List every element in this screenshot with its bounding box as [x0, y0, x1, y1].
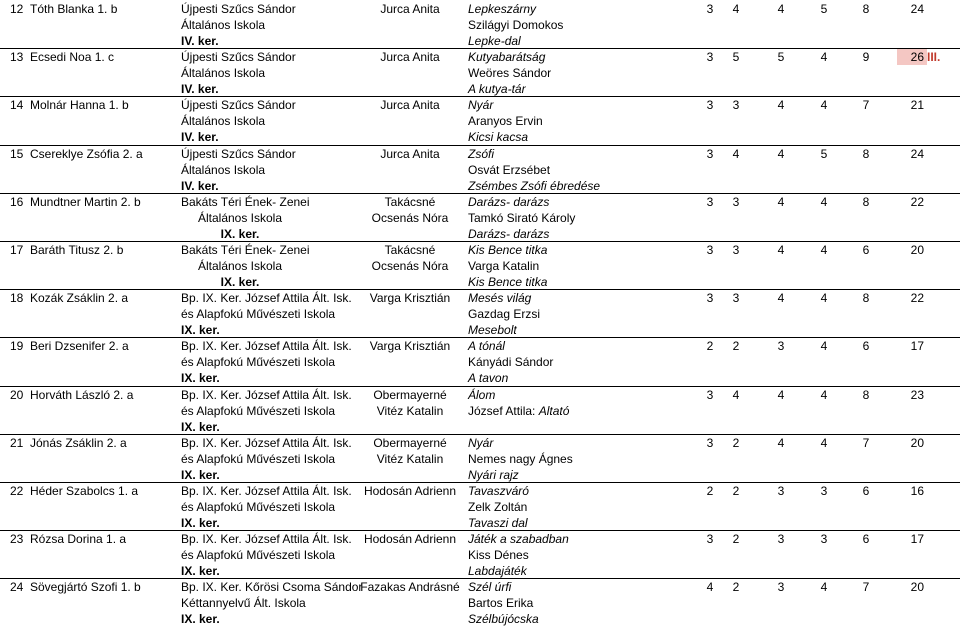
table-row — [0, 434, 960, 482]
school-line: IV. ker. — [181, 82, 219, 97]
score-cell: 9 — [862, 50, 870, 65]
poem-author: Nemes nagy Ágnes — [468, 451, 573, 466]
school-line: IX. ker. — [181, 371, 220, 386]
poem-author: Bartos Erika — [468, 596, 534, 611]
score-cell: 4 — [777, 387, 785, 402]
table-row — [0, 48, 960, 96]
poem-book: Szélbújócska — [468, 612, 539, 627]
school-line: Újpesti Szűcs Sándor — [181, 146, 296, 161]
school-line: és Alapfokú Művészeti Iskola — [181, 307, 336, 322]
school-line: IX. ker. — [181, 419, 220, 434]
teacher-name: Obermayerné — [373, 387, 447, 402]
teacher-name: Takácsné — [384, 243, 436, 257]
score-cell: 4 — [777, 435, 785, 450]
entry-number: 24 — [10, 580, 24, 595]
school-line: Újpesti Szűcs Sándor — [181, 2, 296, 16]
school-line: Általános Iskola — [197, 210, 283, 225]
school-line: Bp. IX. Ker. József Attila Ált. Isk. — [181, 532, 352, 547]
score-cell: 3 — [706, 291, 714, 306]
score-cell: 5 — [820, 146, 828, 161]
school-line: IX. ker. — [181, 323, 220, 338]
school-line: Bp. IX. Ker. József Attila Ált. Isk. — [181, 339, 352, 354]
school-line: és Alapfokú Művészeti Iskola — [181, 548, 336, 563]
score-cell: 3 — [732, 243, 740, 257]
poem-title: Tavaszváró — [468, 484, 529, 498]
score-cell: 4 — [820, 580, 828, 595]
poem-title: Álom — [468, 387, 496, 402]
poem-title: Kis Bence titka — [468, 243, 548, 257]
poem-author: Gazdag Erzsi — [468, 307, 541, 322]
poem-title: Nyár — [468, 435, 494, 450]
score-cell: 3 — [706, 532, 714, 547]
score-cell: 4 — [706, 580, 714, 595]
table-row — [0, 482, 960, 530]
score-cell: 4 — [777, 146, 785, 161]
teacher-name: Varga Krisztián — [369, 291, 451, 306]
school-line: Bp. IX. Ker. Kőrösi Csoma Sándor — [181, 580, 363, 595]
score-cell: 4 — [732, 146, 740, 161]
poem-author: Zelk Zoltán — [468, 500, 528, 514]
student-name: Mundtner Martin 2. b — [30, 194, 141, 209]
school-line: Újpesti Szűcs Sándor — [181, 98, 296, 113]
poem-book: Labdajáték — [468, 564, 527, 579]
table-row — [0, 145, 960, 193]
entry-number: 19 — [10, 339, 24, 354]
poem-title: Zsófi — [468, 146, 495, 161]
student-name: Molnár Hanna 1. b — [30, 98, 129, 113]
entry-number: 15 — [10, 146, 24, 161]
score-cell: 4 — [820, 339, 828, 354]
table-row — [0, 386, 960, 434]
student-name: Tóth Blanka 1. b — [30, 2, 118, 16]
entry-number: 16 — [10, 194, 24, 209]
score-cell: 7 — [862, 98, 870, 113]
table-row — [0, 241, 960, 289]
score-cell: 3 — [706, 194, 714, 209]
place-label: III. — [927, 50, 941, 65]
total-score: 16 — [910, 484, 924, 498]
student-name: Baráth Titusz 2. b — [30, 243, 124, 257]
score-cell: 2 — [732, 484, 740, 498]
table-row — [0, 289, 960, 337]
poem-book: Kicsi kacsa — [468, 130, 529, 145]
score-cell: 3 — [706, 50, 714, 65]
school-line: IX. ker. — [220, 275, 260, 289]
school-line: IV. ker. — [181, 130, 219, 145]
poem-author: Varga Katalin — [468, 259, 540, 273]
score-cell: 6 — [862, 243, 870, 257]
poem-book: Kis Bence titka — [468, 275, 548, 289]
score-cell: 3 — [777, 484, 785, 498]
entry-number: 12 — [10, 2, 24, 16]
score-cell: 2 — [732, 339, 740, 354]
score-cell: 2 — [732, 580, 740, 595]
teacher-name: Takácsné — [384, 194, 436, 209]
score-cell: 8 — [862, 387, 870, 402]
teacher-name: Vitéz Katalin — [376, 403, 444, 418]
score-cell: 3 — [706, 2, 714, 16]
score-cell: 3 — [706, 387, 714, 402]
teacher-name: Jurca Anita — [380, 50, 440, 65]
entry-number: 21 — [10, 435, 24, 450]
table-row — [0, 0, 960, 48]
school-line: IX. ker. — [181, 516, 220, 530]
score-cell: 7 — [862, 435, 870, 450]
school-line: Újpesti Szűcs Sándor — [181, 50, 296, 65]
poem-author: Szilágyi Domokos — [468, 18, 564, 32]
table-row — [0, 193, 960, 241]
score-cell: 2 — [706, 339, 714, 354]
score-cell: 6 — [862, 339, 870, 354]
total-score: 17 — [910, 339, 924, 354]
poem-title: A tónál — [468, 339, 505, 354]
teacher-name: Hodosán Adrienn — [363, 532, 457, 547]
total-score: 22 — [910, 194, 924, 209]
poem-book: Mesebolt — [468, 323, 517, 338]
score-cell: 2 — [732, 532, 740, 547]
score-cell: 3 — [706, 435, 714, 450]
score-cell: 4 — [777, 243, 785, 257]
score-cell: 3 — [732, 98, 740, 113]
teacher-name: Ocsenás Nóra — [371, 259, 449, 273]
total-score: 24 — [910, 2, 924, 16]
score-cell: 6 — [862, 532, 870, 547]
school-line: Általános Iskola — [181, 66, 266, 81]
poem-book: A kutya-tár — [468, 82, 526, 97]
poem-book: Tavaszi dal — [468, 516, 528, 530]
score-cell: 3 — [732, 194, 740, 209]
student-name: Héder Szabolcs 1. a — [30, 484, 139, 498]
score-cell: 4 — [820, 435, 828, 450]
teacher-name: Vitéz Katalin — [376, 451, 444, 466]
teacher-name: Hodosán Adrienn — [363, 484, 457, 498]
score-cell: 5 — [820, 2, 828, 16]
entry-number: 13 — [10, 50, 24, 65]
score-cell: 4 — [777, 291, 785, 306]
score-cell: 2 — [732, 435, 740, 450]
school-line: Bp. IX. Ker. József Attila Ált. Isk. — [181, 484, 352, 498]
student-name: Kozák Zsáklin 2. a — [30, 291, 129, 306]
student-name: Jónás Zsáklin 2. a — [30, 435, 127, 450]
total-score: 20 — [910, 243, 924, 257]
score-cell: 3 — [777, 580, 785, 595]
score-cell: 3 — [706, 146, 714, 161]
school-line: és Alapfokú Művészeti Iskola — [181, 500, 336, 514]
school-line: IX. ker. — [181, 612, 220, 627]
school-line: Bakáts Téri Ének- Zenei — [181, 194, 310, 209]
poem-book: A tavon — [468, 371, 509, 386]
table-row — [0, 96, 960, 144]
score-cell: 3 — [777, 532, 785, 547]
poem-author: Aranyos Ervin — [468, 114, 543, 129]
score-cell: 8 — [862, 194, 870, 209]
school-line: és Alapfokú Művészeti Iskola — [181, 451, 336, 466]
entry-number: 18 — [10, 291, 24, 306]
score-cell: 6 — [862, 484, 870, 498]
score-cell: 4 — [777, 98, 785, 113]
score-cell: 4 — [820, 243, 828, 257]
poem-title: Játék a szabadban — [468, 532, 569, 547]
student-name: Ecsedi Noa 1. c — [30, 50, 115, 65]
entry-number: 22 — [10, 484, 24, 498]
score-cell: 3 — [706, 243, 714, 257]
entry-number: 20 — [10, 387, 24, 402]
score-cell: 5 — [777, 50, 785, 65]
entry-number: 23 — [10, 532, 24, 547]
teacher-name: Fazakas Andrásné — [360, 580, 460, 595]
teacher-name: Jurca Anita — [380, 98, 440, 113]
score-cell: 2 — [706, 484, 714, 498]
poem-book: Lepke-dal — [468, 34, 521, 48]
poem-author — [468, 403, 668, 419]
total-score: 22 — [910, 291, 924, 306]
school-line: Általános Iskola — [181, 18, 266, 32]
total-score: 20 — [910, 435, 924, 450]
student-name: Csereklye Zsófia 2. a — [30, 146, 143, 161]
teacher-name: Ocsenás Nóra — [371, 210, 449, 225]
score-cell: 8 — [862, 2, 870, 16]
school-line: IV. ker. — [181, 178, 219, 193]
score-cell: 4 — [820, 98, 828, 113]
poem-book: Nyári rajz — [468, 467, 519, 482]
school-line: Általános Iskola — [181, 162, 266, 177]
school-line: IX. ker. — [181, 564, 220, 579]
score-cell: 4 — [732, 387, 740, 402]
student-name: Sövegjártó Szofi 1. b — [30, 580, 141, 595]
student-name: Horváth László 2. a — [30, 387, 134, 402]
poem-author-text: József Attila: — [468, 403, 539, 418]
score-cell: 5 — [732, 50, 740, 65]
poem-author: Weöres Sándor — [468, 66, 552, 81]
total-score: 17 — [910, 532, 924, 547]
entry-number: 17 — [10, 243, 24, 257]
score-cell: 8 — [862, 291, 870, 306]
poem-title: Darázs- darázs — [468, 194, 550, 209]
table-row — [0, 578, 960, 626]
score-cell: 8 — [862, 146, 870, 161]
poem-book: Darázs- darázs — [468, 226, 550, 241]
poem-title: Szél úrfi — [468, 580, 512, 595]
student-name: Rózsa Dorina 1. a — [30, 532, 127, 547]
poem-work-title: Altató — [538, 403, 570, 418]
school-line: Bakáts Téri Ének- Zenei — [181, 243, 310, 257]
poem-author: Tamkó Sirató Károly — [468, 210, 576, 225]
score-cell: 4 — [777, 194, 785, 209]
student-name: Beri Dzsenifer 2. a — [30, 339, 129, 354]
score-cell: 3 — [706, 98, 714, 113]
poem-author: Kiss Dénes — [468, 548, 529, 563]
school-line: Általános Iskola — [197, 259, 283, 273]
school-line: IX. ker. — [181, 467, 220, 482]
school-line: Kéttannyelvű Ált. Iskola — [181, 596, 306, 611]
school-line: IX. ker. — [220, 226, 260, 241]
school-line: IV. ker. — [181, 34, 219, 48]
score-cell: 4 — [820, 194, 828, 209]
poem-book: Zsémbes Zsófi ébredése — [468, 178, 601, 193]
school-line: Általános Iskola — [181, 114, 266, 129]
table-row — [0, 337, 960, 385]
score-cell: 7 — [862, 580, 870, 595]
total-score: 24 — [910, 146, 924, 161]
school-line: Bp. IX. Ker. József Attila Ált. Isk. — [181, 435, 352, 450]
score-cell: 4 — [820, 387, 828, 402]
teacher-name: Obermayerné — [373, 435, 447, 450]
school-line: és Alapfokú Művészeti Iskola — [181, 403, 336, 418]
score-cell: 4 — [732, 2, 740, 16]
poem-title: Kutyabarátság — [468, 50, 546, 65]
total-score: 20 — [910, 580, 924, 595]
score-cell: 3 — [777, 339, 785, 354]
poem-author: Osvát Erzsébet — [468, 162, 551, 177]
teacher-name: Varga Krisztián — [369, 339, 451, 354]
total-score: 21 — [910, 98, 924, 113]
total-score: 23 — [910, 387, 924, 402]
score-cell: 3 — [732, 291, 740, 306]
total-score: 26 — [910, 50, 924, 65]
school-line: Bp. IX. Ker. József Attila Ált. Isk. — [181, 387, 352, 402]
score-cell: 3 — [820, 484, 828, 498]
score-cell: 3 — [820, 532, 828, 547]
poem-title: Nyár — [468, 98, 494, 113]
school-line: Bp. IX. Ker. József Attila Ált. Isk. — [181, 291, 352, 306]
table-row — [0, 530, 960, 578]
poem-author: Kányádi Sándor — [468, 355, 554, 370]
teacher-name: Jurca Anita — [380, 146, 440, 161]
score-cell: 4 — [777, 2, 785, 16]
poem-title: Lepkeszárny — [468, 2, 537, 16]
teacher-name: Jurca Anita — [380, 2, 440, 16]
poem-title: Mesés világ — [468, 291, 532, 306]
score-cell: 4 — [820, 291, 828, 306]
score-cell: 4 — [820, 50, 828, 65]
entry-number: 14 — [10, 98, 24, 113]
school-line: és Alapfokú Művészeti Iskola — [181, 355, 336, 370]
